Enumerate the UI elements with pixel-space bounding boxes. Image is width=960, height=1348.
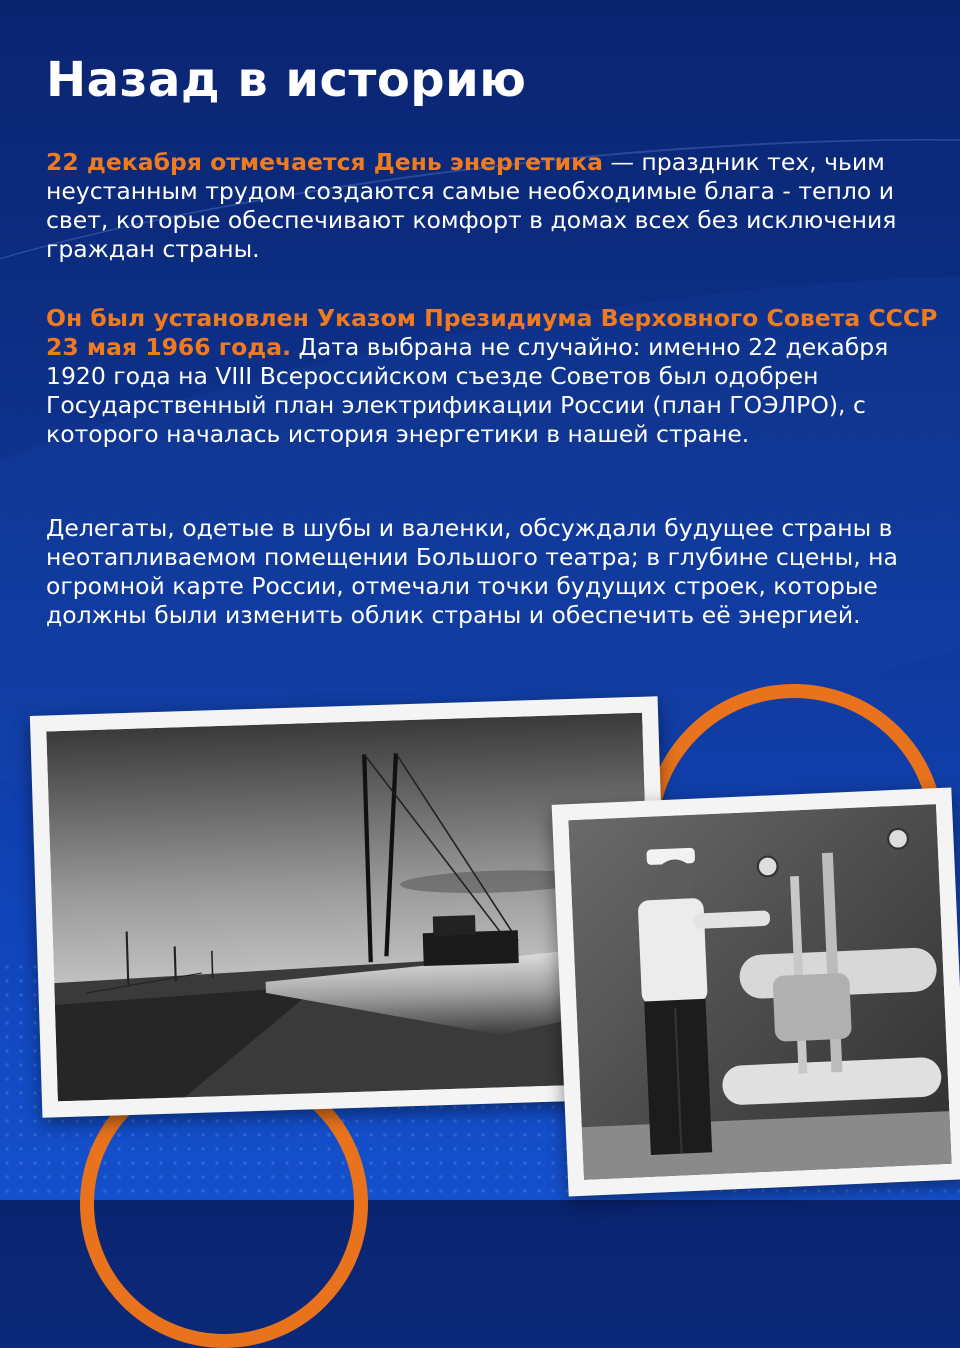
- paragraph-text: Делегаты, одетые в шубы и валенки, обсуждали будущее страны в неотапливаемом помещении Большого театра; в глубине сцены, на огромной карте России, отмечали точки будущих строек, которые должны были изменить облик страны и обеспечить её энергией.: [46, 514, 898, 629]
- paragraph-delegates: [46, 514, 946, 630]
- operator-photo-image: [568, 804, 951, 1180]
- paragraph-decree: [46, 304, 946, 449]
- operator-photo: [552, 787, 960, 1196]
- paragraph-day-of-energetics: [46, 148, 946, 264]
- paragraph-highlight: 22 декабря отмечается День энергетика: [46, 148, 603, 176]
- page-title: Назад в историю: [46, 52, 527, 108]
- paragraph-text: — праздник тех, чьим неустанным трудом создаются самые необходимые блага - тепло и свет, которые обеспечивают комфорт в домах всех без исключения граждан страны.: [46, 148, 897, 263]
- paragraph-highlight: Он был установлен Указом Президиума Верховного Совета СССР 23 мая 1966 года.: [46, 304, 938, 361]
- paragraph-text: Дата выбрана не случайно: именно 22 декабря 1920 года на VIII Всероссийском съезде Советов был одобрен Государственный план электрификации России (план ГОЭЛРО), с которого началась история энергетики в нашей стране.: [46, 333, 889, 448]
